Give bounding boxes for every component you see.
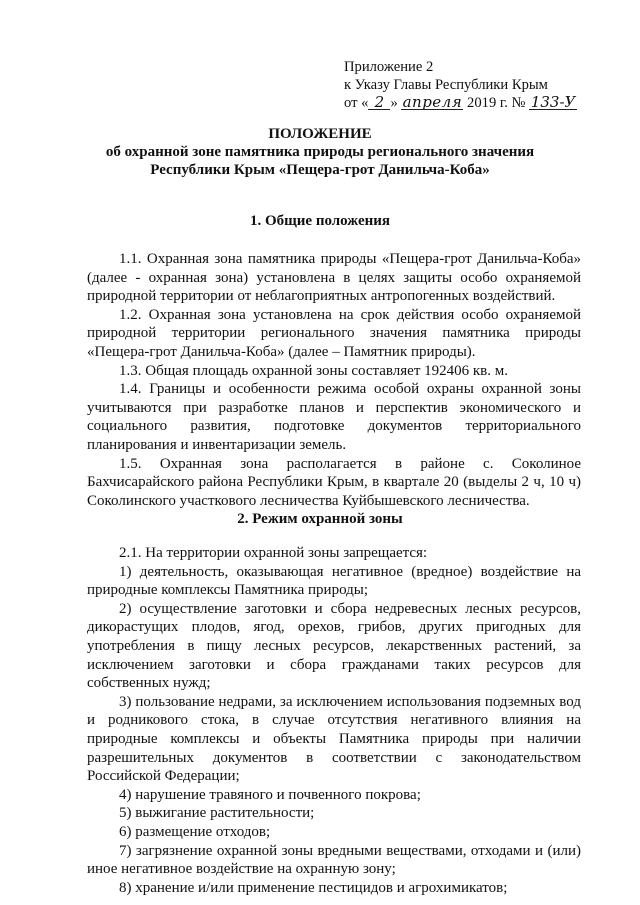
paragraph: 2.1. На территории охранной зоны запрещается: <box>119 545 428 561</box>
list-item: 6) размещение отходов; <box>119 823 271 840</box>
handwritten-day: 2 <box>368 95 390 110</box>
appendix-line-3 <box>344 94 577 112</box>
title-heading: ПОЛОЖЕНИЕ <box>268 126 372 142</box>
section-2-body <box>87 544 581 897</box>
list-item: 7) загрязнение охранной зоны вредными веществами, отходами и (или) иное негативное воздействие на охранную зону; <box>87 842 581 878</box>
date-year: 2019 г. № <box>467 95 526 111</box>
list-item: 1) деятельность, оказывающая негативное (вредное) воздействие на природные комплексы Памятника природы; <box>87 563 581 599</box>
paragraph: 1.2. Охранная зона установлена на срок действия особо охраняемой природной территории регионального значения памятника природы «Пещера-грот Данильча-Коба» (далее – Памятник природы). <box>87 306 581 360</box>
list-item: 5) выжигание растительности; <box>119 805 315 822</box>
list-item: 2) осуществление заготовки и сбора недревесных лесных ресурсов, дикорастущих плодов, ягод, орехов, грибов, других пригодных для употребления в пищу лесных ресурсов, лекарственных растений, за исключением заготовки и сбора гражданами таких ресурсов для собственных нужд; <box>87 600 581 692</box>
list-item: 3) пользование недрами, за исключением использования подземных вод и родникового стока, в случае отсутствия негативного влияния на природные комплексы и объекты Памятника природы при наличии разрешительных документов в соответствии с законодательством Российской Федерации; <box>87 693 581 785</box>
document-title <box>0 125 640 179</box>
appendix-header <box>344 58 577 112</box>
appendix-line-1: Приложение 2 <box>344 59 434 75</box>
paragraph: 1.3. Общая площадь охранной зоны составляет 192406 кв. м. <box>119 362 509 379</box>
paragraph: 1.5. Охранная зона располагается в районе с. Соколиное Бахчисарайского района Республики Крым, в квартале 20 (выделы 2 ч, 10 ч) Соколинского участкового лесничества Куйбышевского лесничества. <box>87 455 581 509</box>
appendix-line-2: к Указу Главы Республики Крым <box>344 77 548 93</box>
section-2-heading: 2. Режим охранной зоны <box>237 511 403 527</box>
title-line-3: Республики Крым «Пещера-грот Данильча-Коба» <box>150 162 490 178</box>
paragraph: 1.1. Охранная зона памятника природы «Пещера-грот Данильча-Коба» (далее - охранная зона) установлена в целях защиты особо охраняемой природной территории от неблагоприятных антропогенных воздействий. <box>87 251 581 305</box>
handwritten-month: апреля <box>402 93 463 111</box>
list-item: 8) хранение и/или применение пестицидов и агрохимикатов; <box>119 879 508 896</box>
date-prefix: от « <box>344 95 369 111</box>
section-1-body <box>87 250 581 510</box>
handwritten-number: 133-У <box>530 93 576 111</box>
date-mid: » <box>390 95 398 111</box>
list-item: 4) нарушение травяного и почвенного покрова; <box>119 786 421 803</box>
section-1-heading: 1. Общие положения <box>249 213 391 229</box>
title-line-2: об охранной зоне памятника природы регионального значения <box>105 144 535 160</box>
paragraph: 1.4. Границы и особенности режима особой охраны охранной зоны учитываются при разработке планов и перспектив экономического и социального развития, подготовке документов территориального планирования и инвентаризации земель. <box>87 381 581 453</box>
